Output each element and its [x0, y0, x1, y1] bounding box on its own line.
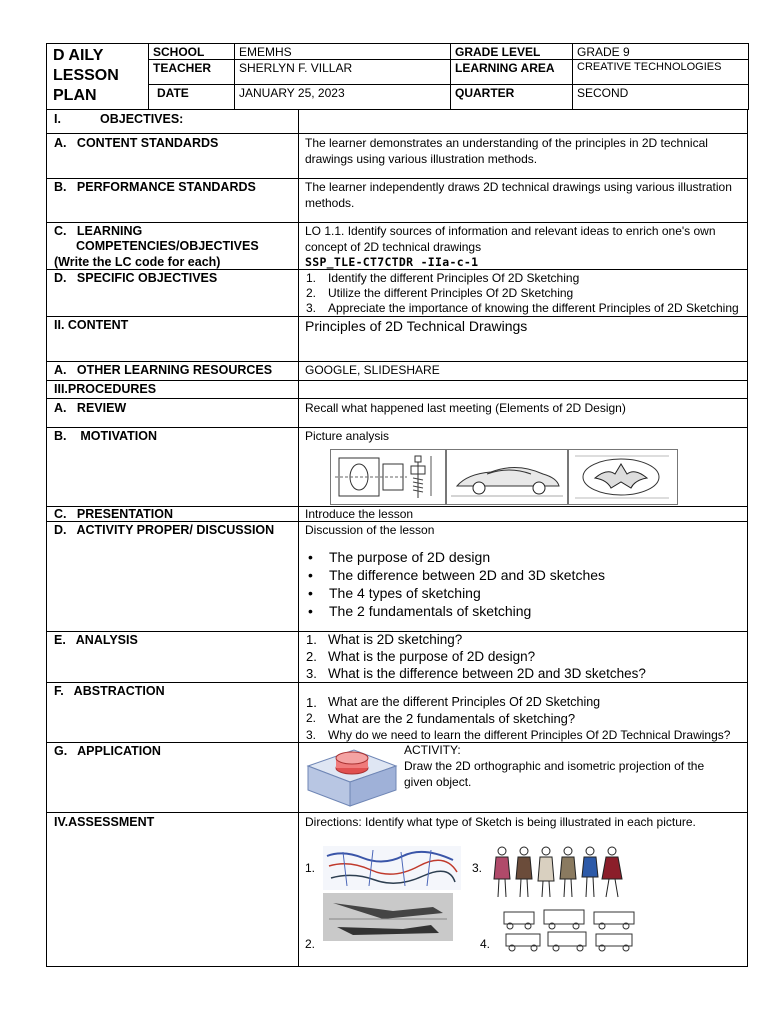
content-standards-label: A. CONTENT STANDARDS	[54, 136, 219, 150]
area-value: CREATIVE TECHNOLOGIES	[572, 59, 749, 85]
application-text: Draw the 2D orthographic and isometric projection of the given object.	[404, 759, 705, 789]
teacher-value: SHERLYN F. VILLAR	[234, 59, 451, 85]
quarter-label: QUARTER	[450, 84, 573, 110]
lc-label-line-2: COMPETENCIES/OBJECTIVES	[76, 239, 259, 253]
row-line	[46, 812, 748, 813]
resources-label: A. OTHER LEARNING RESOURCES	[54, 363, 273, 377]
bullet-dot: •	[308, 549, 313, 565]
content-text: Principles of 2D Technical Drawings	[305, 318, 528, 334]
motivation-text: Picture analysis	[305, 429, 390, 443]
row-line	[46, 398, 748, 399]
row-line	[46, 682, 748, 683]
assessment-num-3: 3.	[472, 861, 483, 875]
row-line	[46, 222, 748, 223]
analysis-item-1: What is 2D sketching?	[328, 632, 463, 647]
date-value: JANUARY 25, 2023	[234, 84, 451, 110]
assessment-num-2: 2.	[305, 937, 316, 951]
specific-item-3: Appreciate the importance of knowing the different Principles of 2D Sketching	[328, 301, 739, 315]
quarter-value: SECOND	[572, 84, 749, 110]
row-line	[46, 380, 748, 381]
specific-num-2: 2.	[306, 286, 317, 300]
objectives-num: I.	[54, 112, 61, 126]
specific-num-1: 1.	[306, 271, 317, 285]
technical-drawing-image	[330, 449, 446, 505]
application-label: G. APPLICATION	[54, 744, 161, 758]
title-cell	[46, 43, 149, 110]
lc-label-line-1: C. LEARNING	[54, 224, 143, 238]
assessment-directions: Directions: Identify what type of Sketch is being illustrated in each picture.	[305, 815, 696, 829]
presentation-label: C. PRESENTATION	[54, 507, 173, 521]
title-line-1: D AILY	[53, 47, 104, 64]
presentation-text: Introduce the lesson	[305, 507, 414, 521]
row-line	[46, 178, 748, 179]
performance-standards-text: The learner independently draws 2D technical drawings using various illustration methods.	[305, 180, 732, 210]
lc-code: SSP_TLE-CT7CTDR -IIa-c-1	[305, 255, 479, 269]
lc-label-line-3: (Write the LC code for each)	[54, 255, 221, 269]
activity-bullet-4: The 2 fundamentals of sketching	[329, 603, 532, 619]
abstraction-num-3: 3.	[306, 728, 317, 742]
row-line	[46, 742, 748, 743]
activity-text: Discussion of the lesson	[305, 523, 435, 537]
school-label: SCHOOL	[148, 43, 235, 60]
grade-value: GRADE 9	[572, 43, 749, 60]
lc-text: LO 1.1. Identify sources of information and relevant ideas to enrich one's own concept of 2D technical drawings	[305, 224, 716, 254]
school-value: EMEMHS	[234, 43, 451, 60]
assessment-image-1	[323, 846, 461, 890]
objectives-heading: OBJECTIVES:	[100, 112, 184, 126]
abstraction-item-3: Why do we need to learn the different Principles Of 2D Technical Drawings?	[328, 728, 731, 742]
activity-label: D. ACTIVITY PROPER/ DISCUSSION	[54, 523, 275, 537]
review-label: A. REVIEW	[54, 401, 127, 415]
column-divider	[298, 109, 299, 967]
area-label: LEARNING AREA	[450, 59, 573, 85]
content-standards-text: The learner demonstrates an understanding of the principles in 2D technical drawings using various illustration methods.	[305, 136, 708, 166]
assessment-num-1: 1.	[305, 861, 316, 875]
bullet-dot: •	[308, 567, 313, 583]
content-heading: II. CONTENT	[54, 318, 129, 332]
specific-num-3: 3.	[306, 301, 317, 315]
bullet-dot: •	[308, 585, 313, 601]
teacher-label: TEACHER	[148, 59, 235, 85]
abstraction-item-1: What are the different Principles Of 2D Sketching	[328, 695, 601, 709]
row-line	[46, 269, 748, 270]
abstraction-num-2: 2.	[306, 711, 317, 725]
row-line	[46, 361, 748, 362]
bullet-dot: •	[308, 603, 313, 619]
activity-bullet-1: The purpose of 2D design	[329, 549, 491, 565]
resources-text: GOOGLE, SLIDESHARE	[305, 363, 440, 377]
row-line	[46, 427, 748, 428]
activity-bullet-2: The difference between 2D and 3D sketches	[329, 567, 606, 583]
specific-item-2: Utilize the different Principles Of 2D Sketching	[328, 286, 574, 300]
grade-label: GRADE LEVEL	[450, 43, 573, 60]
date-label: DATE	[148, 84, 235, 110]
abstraction-num-1: 1.	[306, 695, 317, 710]
analysis-num-2: 2.	[306, 649, 317, 664]
row-line	[46, 133, 748, 134]
assessment-image-4	[500, 900, 642, 952]
assessment-image-3	[488, 843, 628, 899]
activity-bullet-3: The 4 types of sketching	[329, 585, 481, 601]
application-activity-heading: ACTIVITY:	[404, 743, 461, 757]
car-sketch-image	[446, 449, 568, 505]
analysis-item-2: What is the purpose of 2D design?	[328, 649, 536, 664]
assessment-heading: IV.ASSESSMENT	[54, 815, 155, 829]
specific-objectives-label: D. SPECIFIC OBJECTIVES	[54, 271, 218, 285]
abstraction-label: F. ABSTRACTION	[54, 684, 165, 698]
review-text: Recall what happened last meeting (Elements of 2D Design)	[305, 401, 626, 415]
procedures-heading: III.PROCEDURES	[54, 382, 157, 396]
isometric-object-image	[304, 744, 400, 810]
assessment-num-4: 4.	[480, 937, 491, 951]
analysis-item-3: What is the difference between 2D and 3D sketches?	[328, 666, 646, 681]
analysis-num-3: 3.	[306, 666, 317, 681]
specific-item-1: Identify the different Principles Of 2D Sketching	[328, 271, 580, 285]
title-line-3: PLAN	[53, 87, 97, 104]
motivation-label: B. MOTIVATION	[54, 429, 158, 443]
analysis-label: E. ANALYSIS	[54, 633, 138, 647]
title-line-2: LESSON	[53, 67, 119, 84]
abstraction-item-2: What are the 2 fundamentals of sketching?	[328, 711, 576, 726]
emblem-sketch-image	[568, 449, 678, 505]
assessment-image-2	[323, 893, 453, 941]
performance-standards-label: B. PERFORMANCE STANDARDS	[54, 180, 256, 194]
analysis-num-1: 1.	[306, 632, 317, 647]
